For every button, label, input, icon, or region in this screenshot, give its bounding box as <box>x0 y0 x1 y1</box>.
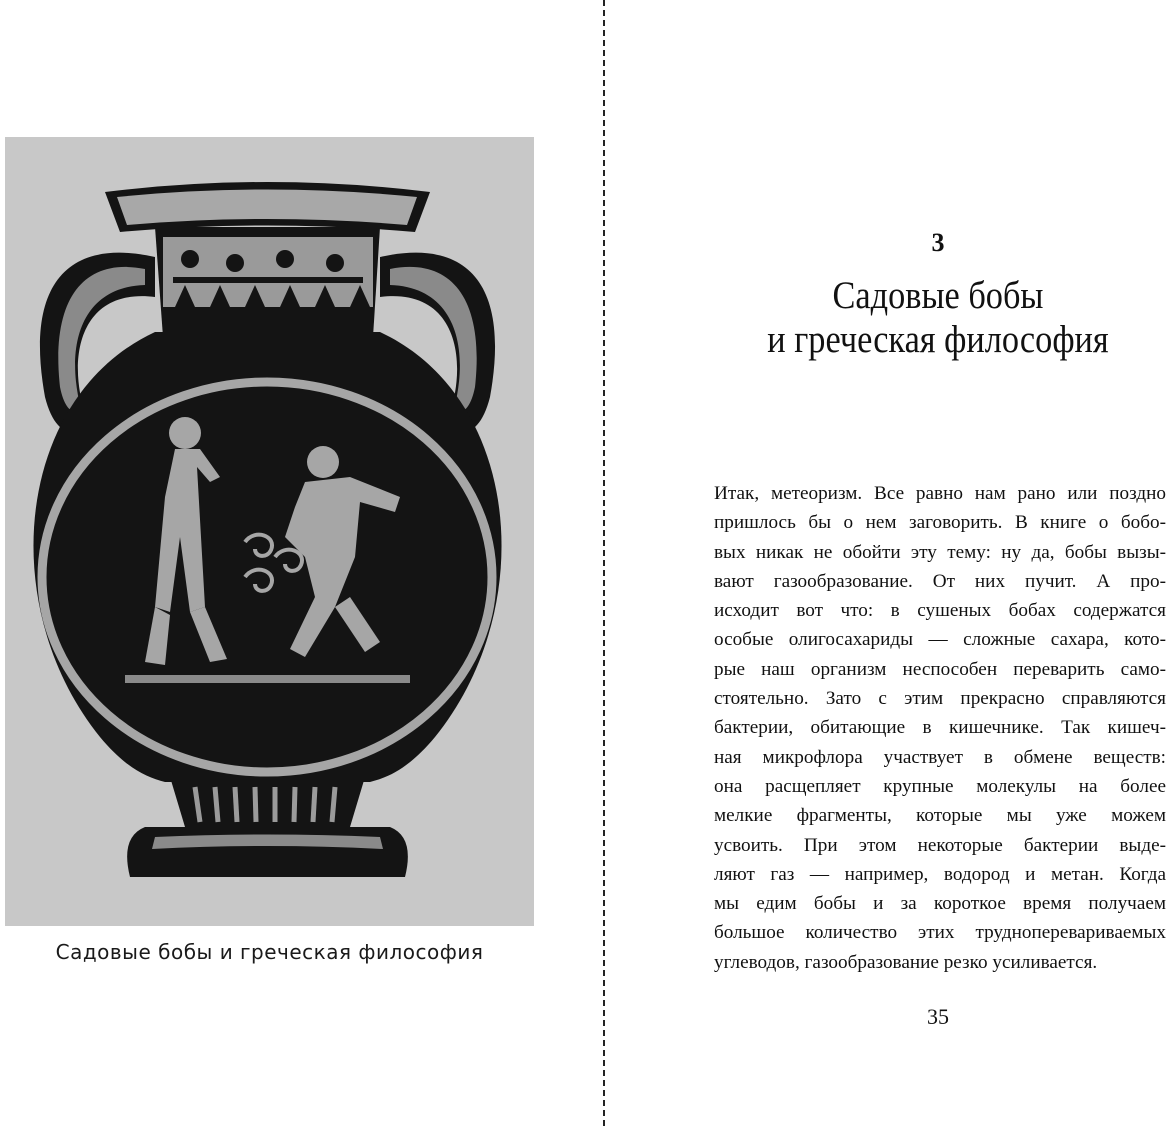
page-number: 35 <box>927 1004 949 1029</box>
body-line: особые олигосахариды — сложные сахара, кото- <box>714 629 1166 651</box>
body-line: мы едим бобы и за короткое время получаем <box>714 893 1166 915</box>
amphora-illustration <box>5 137 534 926</box>
illustration-caption: Садовые бобы и греческая философия <box>55 940 484 964</box>
body-line: углеводов, газообразование резко усиливается. <box>714 951 1098 973</box>
body-line: стоятельно. Зато с этим прекрасно справляются <box>714 688 1166 710</box>
body-line: мелкие фрагменты, которые мы уже можем <box>714 805 1166 827</box>
chapter-title <box>729 274 1148 362</box>
body-line: пришлось бы о нем заговорить. В книге о бобо- <box>714 512 1166 534</box>
amphora-drawing <box>5 137 534 926</box>
page-fold-line <box>603 0 605 1126</box>
body-line: вых никак не обойти эту тему: ну да, бобы вызы- <box>714 541 1166 563</box>
body-line: исходит вот что: в сушеных бобах содержатся <box>714 600 1166 622</box>
body-line: усвоить. При этом некоторые бактерии выде- <box>714 834 1166 856</box>
body-line: ляют газ — например, водород и метан. Когда <box>714 863 1166 885</box>
chapter-number: 3 <box>931 228 945 257</box>
body-line: бактерии, обитающие в кишечнике. Так кишеч- <box>714 717 1166 739</box>
body-line: рые наш организм неспособен переварить само- <box>714 658 1166 680</box>
body-line: вают газообразование. От них пучит. А про- <box>714 570 1166 592</box>
body-paragraph <box>714 479 1166 977</box>
body-line: большое количество этих трудноперевариваемых <box>714 922 1166 944</box>
chapter-title-line: и греческая философия <box>767 318 1109 361</box>
body-line: она расщепляет крупные молекулы на более <box>714 775 1166 797</box>
body-line: ная микрофлора участвует в обмене веществ: <box>714 746 1166 768</box>
chapter-title-line: Садовые бобы <box>832 274 1044 317</box>
body-line: Итак, метеоризм. Все равно нам рано или поздно <box>714 483 1166 504</box>
